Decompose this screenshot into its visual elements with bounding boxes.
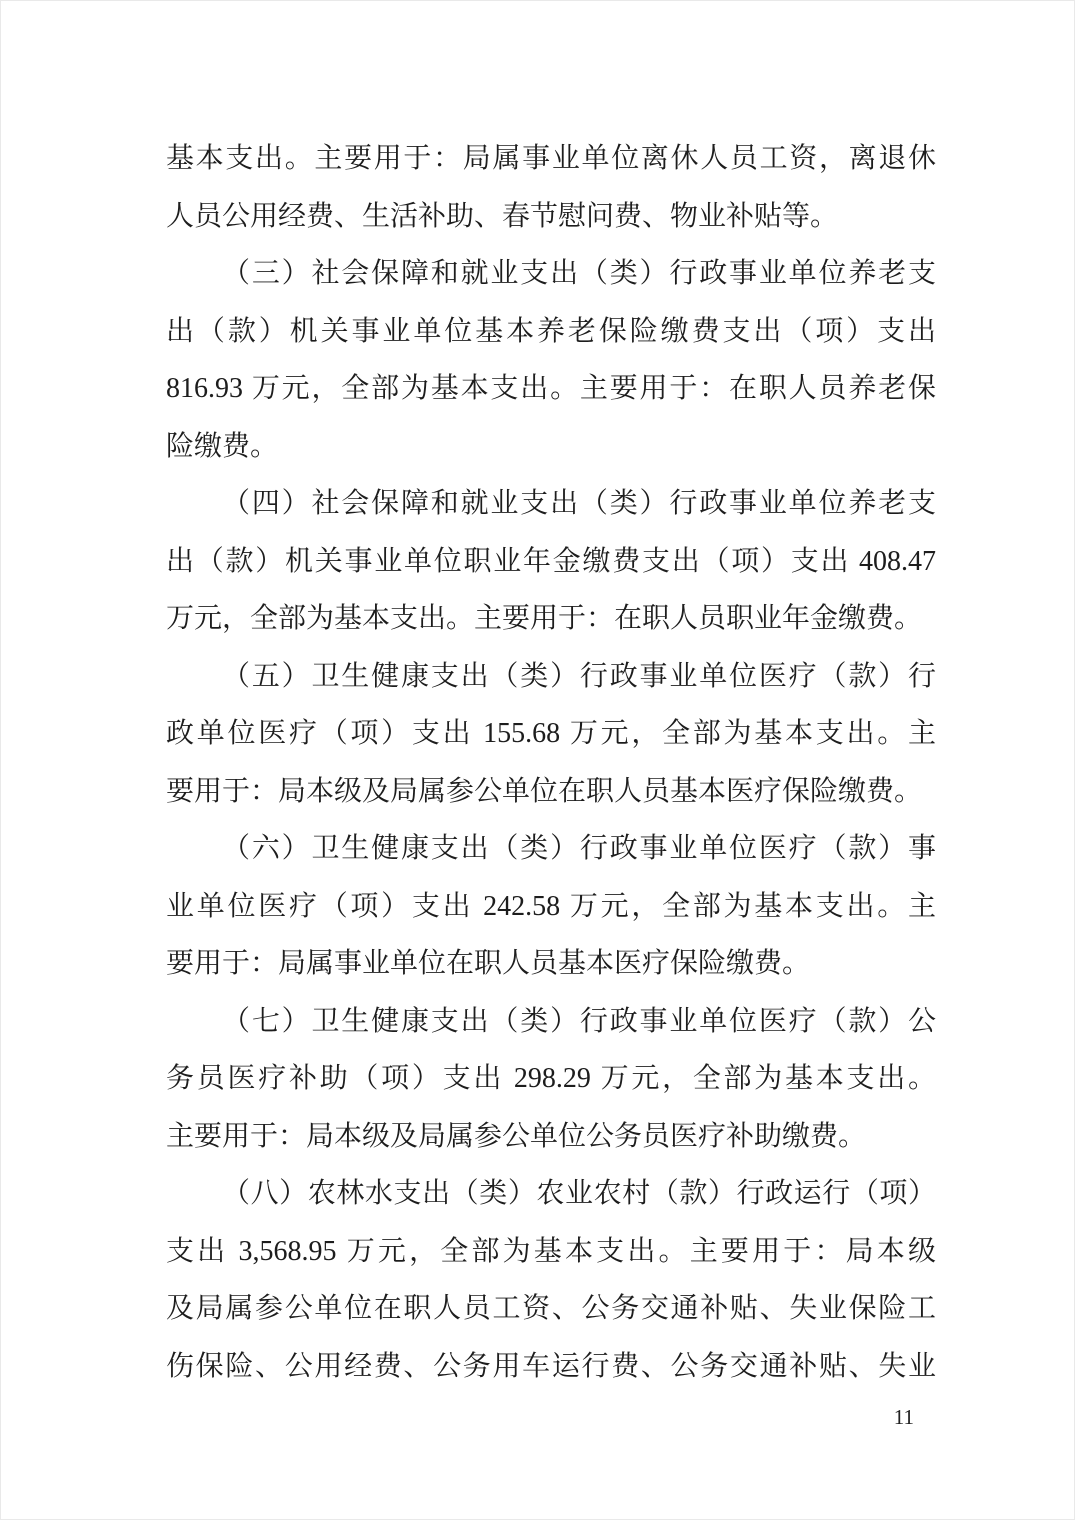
- text-line: （八）农林水支出（类）农业农村（款）行政运行（项）: [222, 1178, 936, 1209]
- paragraph: [166, 130, 936, 245]
- text-line: 支出 3,568.95 万元，全部为基本支出。主要用于：局本级: [166, 1235, 936, 1267]
- page-number: 11: [893, 1405, 914, 1429]
- text-line: 伤保险、公用经费、公务用车运行费、公务交通补贴、失业: [166, 1350, 936, 1382]
- text-line: （四）社会保障和就业支出（类）行政事业单位养老支: [222, 488, 936, 519]
- text-line: 及局属参公单位在职人员工资、公务交通补贴、失业保险工: [166, 1293, 936, 1324]
- text-line: （五）卫生健康支出（类）行政事业单位医疗（款）行: [222, 660, 936, 692]
- paragraph: [166, 475, 936, 648]
- paragraph: [166, 820, 936, 993]
- text-line: 业单位医疗（项）支出 242.58 万元，全部为基本支出。主: [166, 890, 936, 922]
- text-line: 政单位医疗（项）支出 155.68 万元，全部为基本支出。主: [166, 718, 936, 749]
- text-line: 要用于：局属事业单位在职人员基本医疗保险缴费。: [166, 948, 811, 979]
- paragraph: [166, 648, 936, 821]
- text-line: （三）社会保障和就业支出（类）行政事业单位养老支: [222, 258, 936, 289]
- text-line: 主要用于：局本级及局属参公单位公务员医疗补助缴费。: [166, 1120, 867, 1152]
- text-line: （六）卫生健康支出（类）行政事业单位医疗（款）事: [222, 833, 936, 864]
- document-body: [166, 130, 936, 1395]
- text-line: 出（款）机关事业单位基本养老保险缴费支出（项）支出: [166, 315, 936, 347]
- text-line: 险缴费。: [166, 430, 279, 462]
- text-line: 816.93 万元，全部为基本支出。主要用于：在职人员养老保: [166, 373, 936, 404]
- text-line: （七）卫生健康支出（类）行政事业单位医疗（款）公: [222, 1005, 936, 1037]
- paragraph: [166, 1165, 936, 1395]
- text-line: 出（款）机关事业单位职业年金缴费支出（项）支出 408.47: [166, 545, 936, 577]
- text-line: 万元，全部为基本支出。主要用于：在职人员职业年金缴费。: [166, 603, 923, 634]
- text-line: 要用于：局本级及局属参公单位在职人员基本医疗保险缴费。: [166, 775, 923, 807]
- text-line: 人员公用经费、生活补助、春节慰问费、物业补贴等。: [166, 200, 839, 232]
- paragraph: [166, 993, 936, 1166]
- text-line: 基本支出。主要用于：局属事业单位离休人员工资，离退休: [166, 143, 936, 174]
- paragraph: [166, 245, 936, 475]
- text-line: 务员医疗补助（项）支出 298.29 万元，全部为基本支出。: [166, 1063, 936, 1094]
